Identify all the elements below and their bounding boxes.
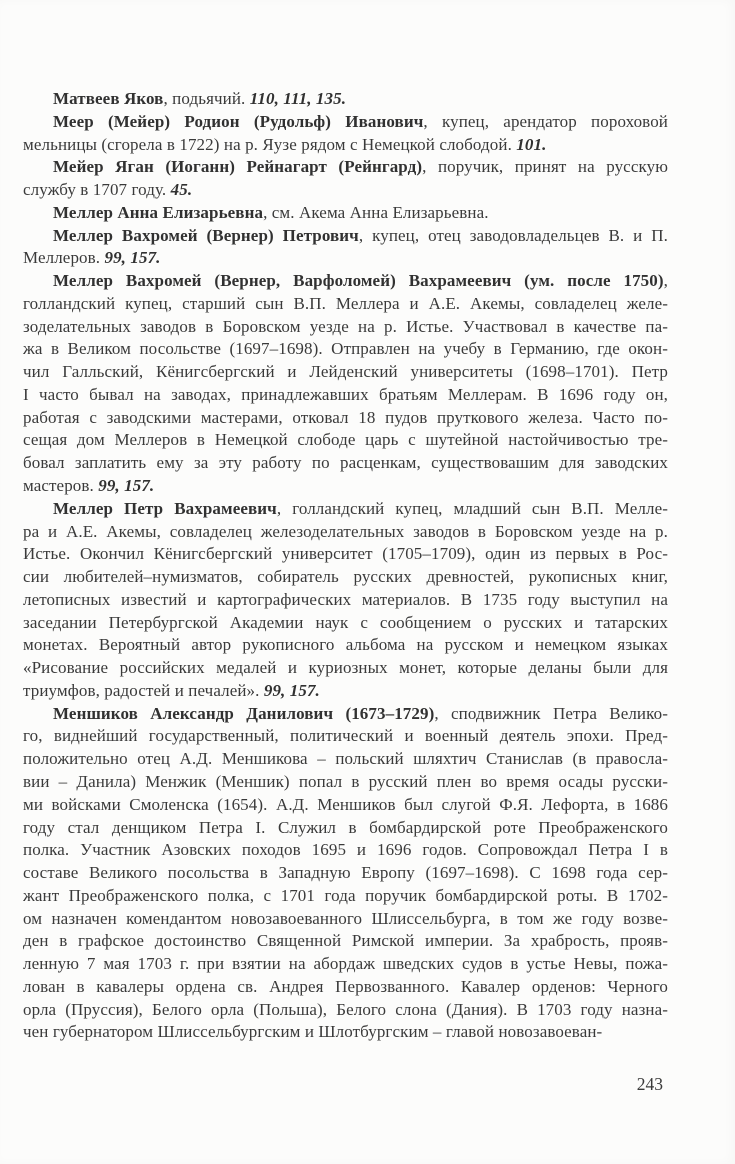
page-reference-numbers: 45. [170,180,193,200]
entry-body-text: го, виднейший государственный, политический и военный деятель эпохи. Пред- [23,726,668,746]
entry-name-text: Меншиков Александр Данилович (1673–1729) [53,703,435,723]
entry-body-text: бовал заплатить ему за эту работу по расценкам, существовашим для заводских [23,453,668,473]
entry-name-text: Мейер Яган (Иоганн) Рейнагарт (Рейнгард) [53,157,423,177]
entry-body-text: вии – Данила) Менжик (Меншик) попал в русский плен во время осады русски- [23,771,668,791]
index-entry [23,270,668,498]
page-number: 243 [636,1074,663,1094]
entry-body-text: полка. Участник Азовских походов 1695 и 1696 годов. Сопровождал Петра I в [23,840,668,860]
text-line [23,543,668,566]
text-line [23,225,668,248]
entry-name-text: Матвеев Яков [53,89,164,108]
entry-body-text: ден в графское достоинство Священной Римской империи. За храбрость, прояв- [23,931,668,951]
index-entry [23,111,668,157]
text-line [23,498,668,521]
entry-body-text: сии любителей–нумизматов, собиратель русских древностей, рукописных книг, [23,567,668,587]
text-line [23,589,668,612]
entry-body-text: мельницы (сгорела в 1722) на р. Яузе рядом с Немецкой слободой. [23,134,517,154]
entry-body-text: , [663,271,668,291]
text-line [23,839,668,862]
text-line [23,293,668,316]
text-line [23,953,668,976]
page-reference-numbers: 99, 157. [104,248,161,268]
index-text-block [23,88,668,1044]
entry-body-text: ми войсками Смоленска (1654). А.Д. Меншиков был слугой Ф.Я. Лефорта, в 1686 [23,794,668,814]
entry-body-text: мастеров. [23,476,99,496]
entry-body-text: орла (Пруссия), Белого орла (Польша), Белого слона (Дания). В 1703 году назна- [23,999,668,1019]
text-line [23,384,668,407]
text-line [23,885,668,908]
entry-body-text: зоделательных заводов в Боровском уезде на р. Истье. Участвовал в качестве па- [23,316,668,336]
entry-body-text: , купец, отец заводовладельцев В. и П. [358,225,668,245]
index-entry [23,202,668,225]
entry-body-text: чен губернатором Шлиссельбургским и Шлотбургским – главой новозавоеван- [23,1022,603,1042]
text-line [23,156,668,179]
entry-body-text: ленную 7 мая 1703 г. при взятии на абордаж шведских судов в устье Невы, пожа- [23,954,668,974]
entry-body-text: чил Галльский, Кёнигсбергский и Лейденский университеты (1698–1701). Петр [23,362,668,382]
text-line [23,179,668,202]
index-entry [23,225,668,271]
entry-body-text: службу в 1707 году. [23,180,171,200]
page-reference-numbers: 99, 157. [98,476,155,496]
text-line [23,908,668,931]
text-line [23,521,668,544]
entry-body-text: ом назначен комендантом новозавоеванного Шлиссельбурга, в том же году возве- [23,908,668,928]
text-line [23,703,668,726]
entry-name-text: Меллер Петр Вахрамеевич [53,498,277,518]
text-line [23,634,668,657]
text-line [23,270,668,293]
entry-name-text: Меллер Вахромей (Вернер, Варфоломей) Вахрамеевич (ум. после 1750) [53,271,664,291]
entry-body-text: работая с заводскими мастерами, отковал 18 пудов пруткового железа. Часто по- [23,407,668,427]
text-line [23,566,668,589]
text-line [23,771,668,794]
entry-body-text: триумфов, радостей и печалей». [23,680,264,700]
entry-name-text: Меер (Мейер) Родион (Рудольф) Иванович [53,111,424,131]
entry-body-text: монетах. Вероятный автор рукописного альбома на русском и немецком языках [23,635,668,655]
entry-body-text: сещая дом Меллеров в Немецкой слободе царь с шутейной настойчивостью тре- [23,430,668,450]
entry-body-text: ра и А.Е. Акемы, совладелец железоделательных заводов в Боровском уезде на р. [23,521,668,541]
entry-name-text: Меллер Анна Елизарьевна [53,202,264,222]
text-line [23,247,668,270]
text-line [23,657,668,680]
text-line [23,976,668,999]
entry-body-text: , подьячий. [163,89,250,108]
text-line [23,111,668,134]
entry-body-text: составе Великого посольства в Западную Европу (1697–1698). С 1698 года сер- [23,863,668,883]
entry-body-text: , сподвижник Петра Велико- [434,703,668,723]
entry-body-text: летописных известий и картографических материалов. В 1735 году выступил на [23,589,668,609]
text-line [23,930,668,953]
entry-body-text: году стал денщиком Петра I. Служил в бомбардирской роте Преображенского [23,817,668,837]
text-line [23,725,668,748]
entry-body-text: , купец, арендатор пороховой [423,111,668,131]
entry-body-text: лован в кавалеры ордена св. Андрея Первозванного. Кавалер орденов: Черного [23,976,668,996]
entry-body-text: жа в Великом посольстве (1697–1698). Отправлен на учебу в Германию, где окон- [23,339,668,359]
text-line [23,134,668,157]
entry-body-text: голландский купец, старший сын В.П. Меллера и А.Е. Акемы, совладелец желе- [23,293,668,313]
entry-body-text: I часто бывал на заводах, принадлежавших братьям Меллерам. В 1696 году он, [23,384,668,404]
text-line [23,361,668,384]
text-line [23,475,668,498]
text-line [23,999,668,1022]
entry-name-text: Меллер Вахромей (Вернер) Петрович [53,225,359,245]
text-line [23,429,668,452]
entry-body-text: положительно отец А.Д. Меншикова – польский шляхтич Станислав (в правосла- [23,749,668,769]
page-reference-numbers: 101. [516,134,547,154]
text-line [23,817,668,840]
text-line [23,202,668,225]
entry-body-text: жант Преображенского полка, с 1701 года поручик бомбардирской роты. В 1702- [23,885,668,905]
text-line [23,88,668,111]
index-entry [23,88,668,111]
text-line [23,748,668,771]
entry-body-text: , поручик, принят на русскую [422,157,668,177]
index-entry [23,703,668,1044]
text-line [23,862,668,885]
entry-body-text: , голландский купец, младший сын В.П. Мелле- [276,498,668,518]
text-line [23,680,668,703]
text-line [23,316,668,339]
page-reference-numbers: 99, 157. [263,680,320,700]
entry-body-text: Истье. Окончил Кёнигсбергский университет (1705–1709), один из первых в Рос- [23,544,668,564]
entry-body-text: заседании Петербургской Академии наук с сообщением о русских и татарских [23,612,668,632]
text-line [23,1021,668,1044]
entry-body-text: , см. Акема Анна Елизарьевна. [263,202,489,222]
entry-body-text: «Рисование российских медалей и куриозных монет, которые деланы были для [23,658,668,678]
entry-body-text: Меллеров. [23,248,105,268]
index-entry [23,498,668,703]
text-line [23,612,668,635]
page-reference-numbers: 110, 111, 135. [249,89,347,108]
index-entry [23,156,668,202]
text-line [23,452,668,475]
text-line [23,407,668,430]
text-line [23,338,668,361]
text-line [23,794,668,817]
